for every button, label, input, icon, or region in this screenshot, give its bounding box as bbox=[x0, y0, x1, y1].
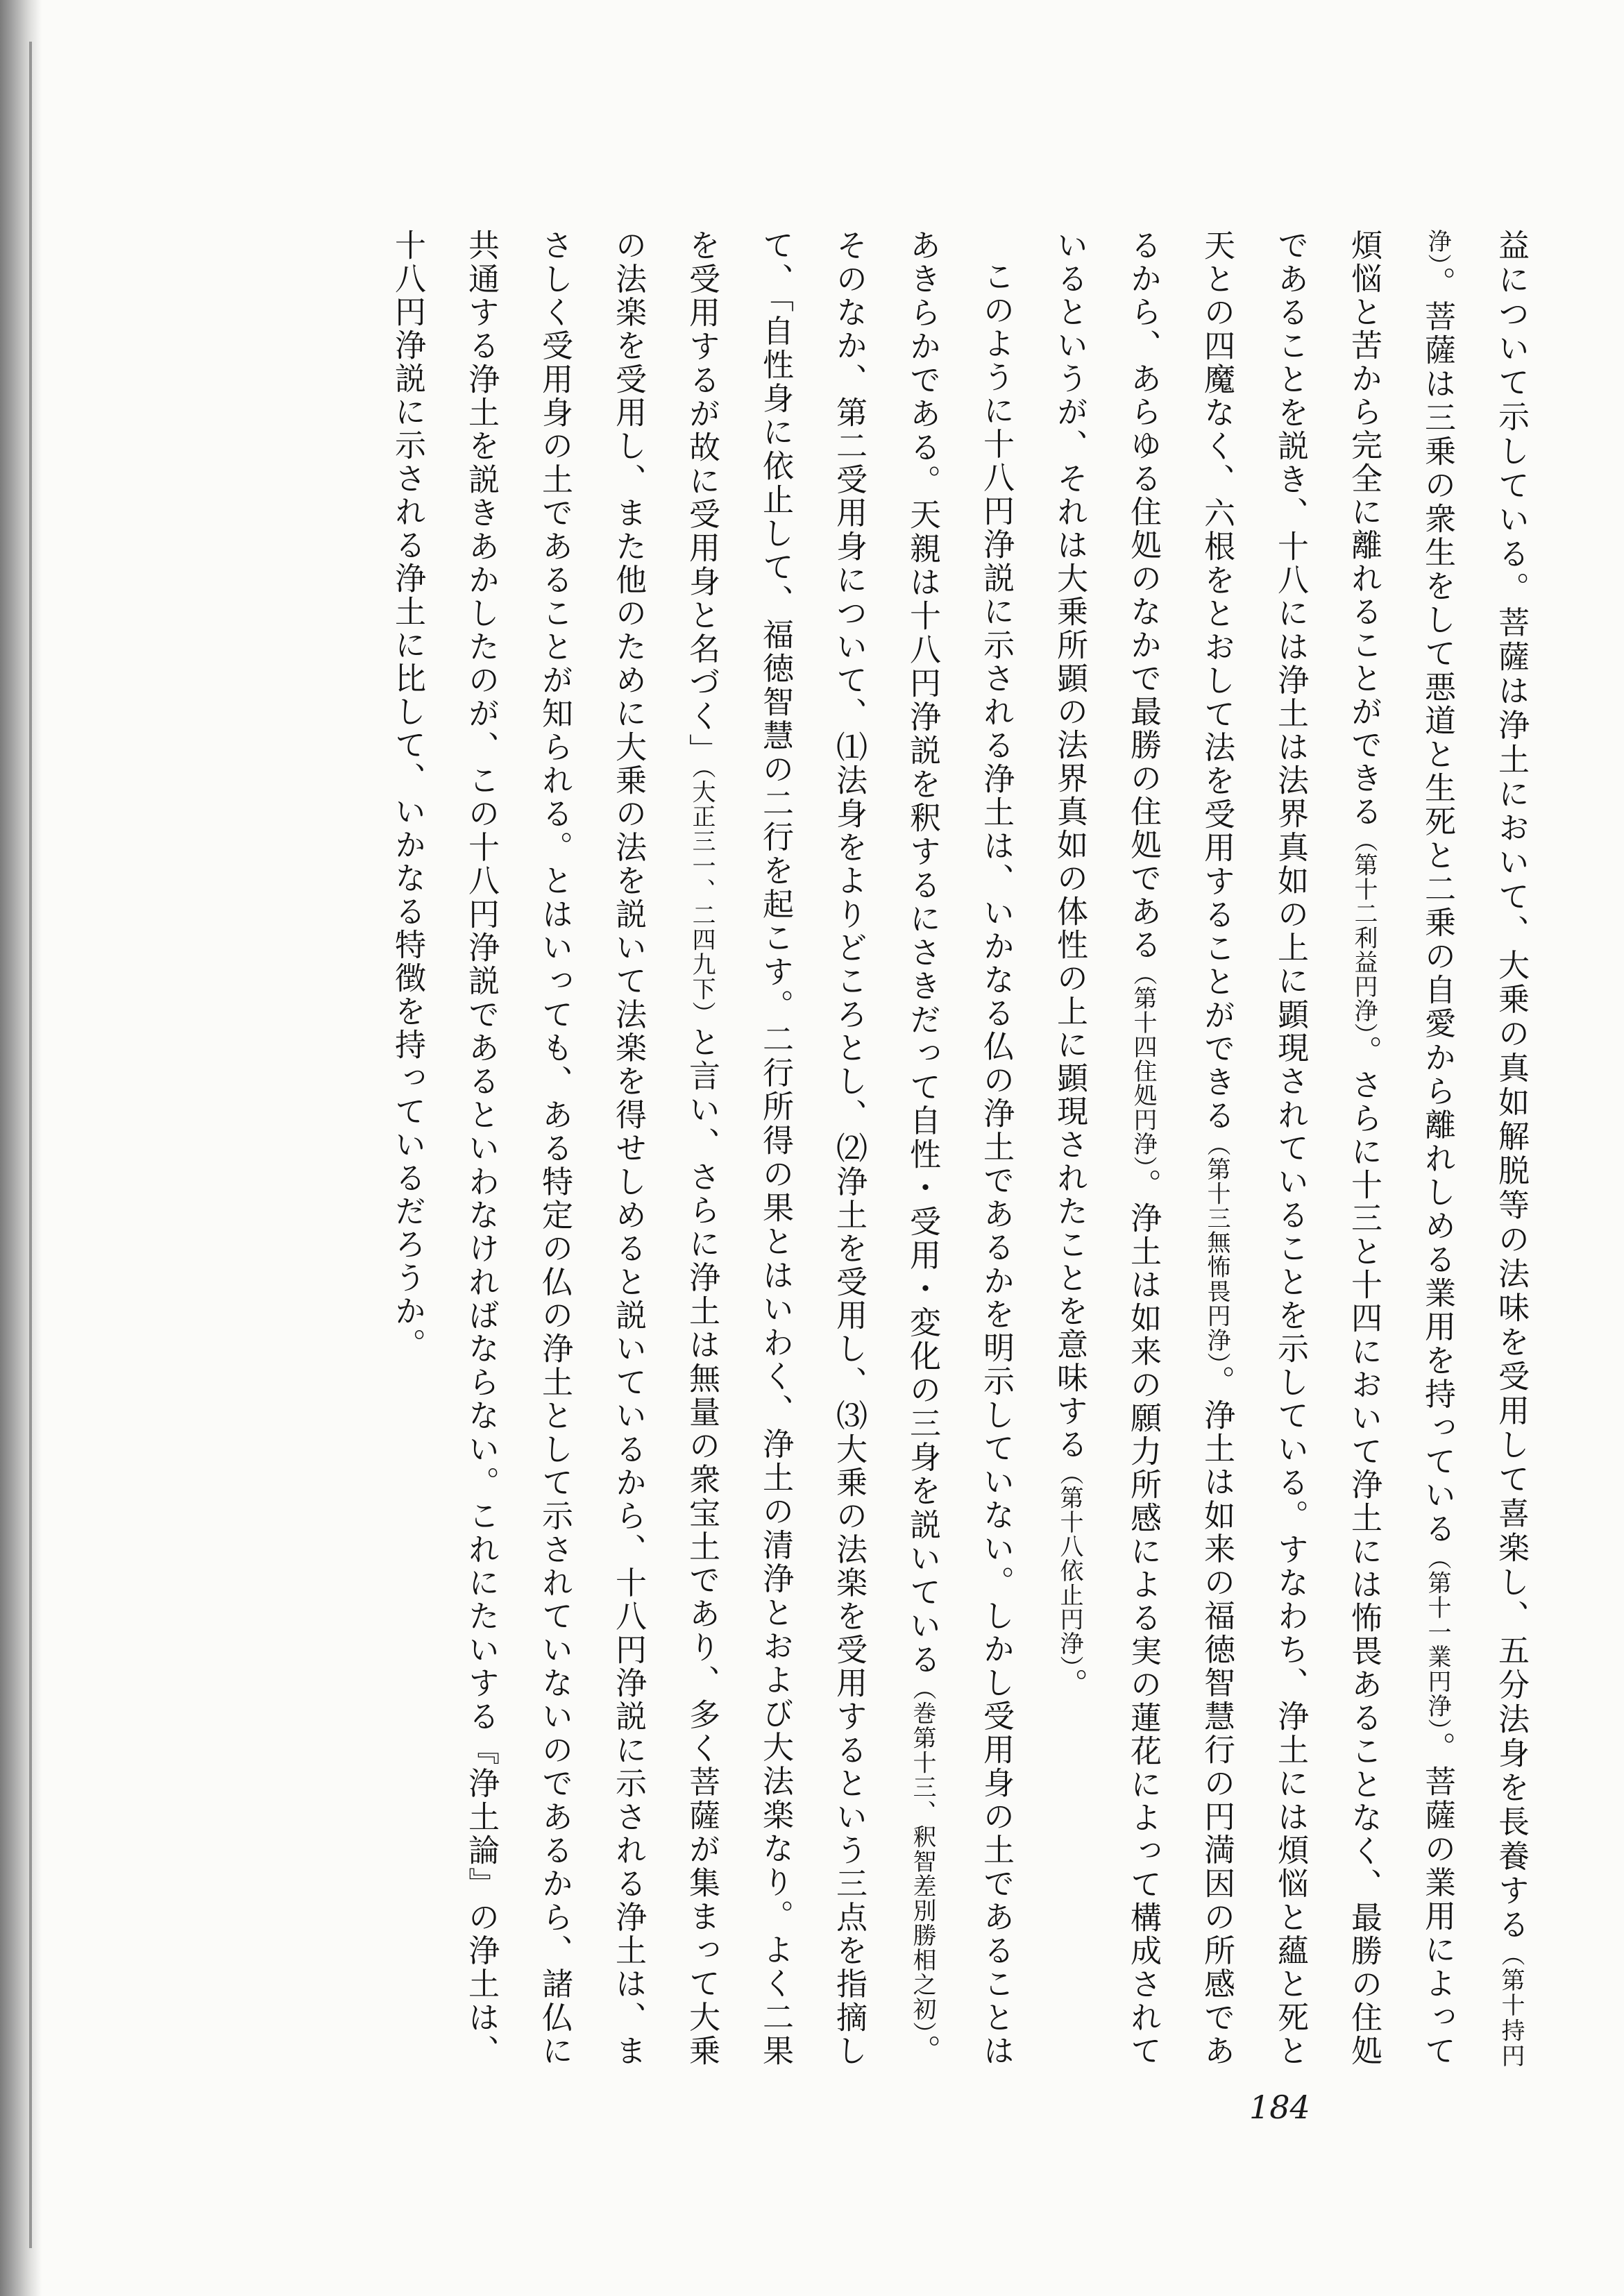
citation-note: （第十持円浄） bbox=[1423, 229, 1525, 2068]
body-text-run: 。 bbox=[1051, 1668, 1088, 1701]
body-text-run: 益について示している。菩薩は浄土において、大乗の真如解脱等の法味を受用して喜楽し、五分法身を長養する bbox=[1493, 229, 1530, 1943]
paragraph-1 bbox=[1033, 229, 1548, 2068]
page-number: 184 bbox=[1249, 2089, 1310, 2126]
paragraph-2 bbox=[371, 229, 1033, 2068]
body-text-run: 。菩薩の業用によって煩悩と苦から完全に離れることができる bbox=[1346, 229, 1456, 2068]
body-text-run: 。菩薩は三乗の衆生をして悪道と生死と二乗の自愛から離れしめる業用を持っている bbox=[1419, 266, 1456, 1547]
body-text-run: と言い、さらに浄土は無量の衆宝土であり、多く菩薩が集まって大乗の法楽を受用し、また他のために大乗の法を説いて法楽を得せしめると説いているから、十八円浄説に示される浄土は、まさしく受用身の土であることが知られる。とはいっても、ある特定の仏の浄土として示されていないのであるから、諸仏に共通する浄土を説きあかしたのが、この十八円浄説であるといわなければならない。これにたいする『浄土論』の浄土は、十八円浄説に示される浄土に比して、いかなる特徴を持っているだろうか。 bbox=[389, 229, 720, 2068]
citation-note: （第十一業円浄） bbox=[1423, 1546, 1451, 1732]
body-text-run: 。さらに十三と十四において浄土には怖畏あることなく、最勝の住処であることを説き、十八には浄土は法界真如の上に顕現されていることを示している。すなわち、浄土には煩悩と蘊と死と天との四魔なく、六根をとおして法を受用することができる bbox=[1199, 229, 1382, 2068]
citation-note: （第十四住処円浄） bbox=[1129, 962, 1157, 1168]
citation-note: （第十二利益円浄） bbox=[1350, 828, 1378, 1035]
vertical-body-text bbox=[208, 229, 1548, 2068]
citation-note: （第十八依止円浄） bbox=[1056, 1461, 1083, 1668]
body-text-run: このように十八円浄説に示される浄土は、いかなる仏の浄土であるかを明示していない。しかし受用身の土であることはあきらかである。天親は十八円浄説を釈するにさきだって自性・受用・変化の三身を説いている bbox=[904, 229, 1015, 2068]
body-text-run: 。浄土は如来の願力所感による実の蓮花によって構成されているというが、それは大乗所顕の法界真如の体性の上に顕現されたことを意味する bbox=[1051, 229, 1162, 2068]
body-text-run: 。そのなか、第二受用身について、⑴法身をよりどころとし、⑵浄土を受用し、⑶大乗の法楽を受用するという三点を指摘して、「自性身に依止して、福徳智慧の二行を起こす。二行所得の果とはいわく、浄土の清浄とおよび大法楽なり。よく二果を受用するが故に受用身と名づく」 bbox=[684, 229, 941, 2068]
binding-shadow bbox=[0, 0, 42, 2296]
citation-note: （大正三一、二四九下） bbox=[688, 767, 716, 1026]
citation-note: （第十三無怖畏円浄） bbox=[1203, 1132, 1230, 1366]
body-text-run: 。浄土は如来の福徳智慧行の円満因の所感であるから、あらゆる住処のなかで最勝の住処である bbox=[1125, 229, 1235, 2068]
citation-note: （巻第十三、釈智差別勝相之初） bbox=[908, 1676, 936, 2035]
binding-edge-line bbox=[29, 42, 32, 2248]
